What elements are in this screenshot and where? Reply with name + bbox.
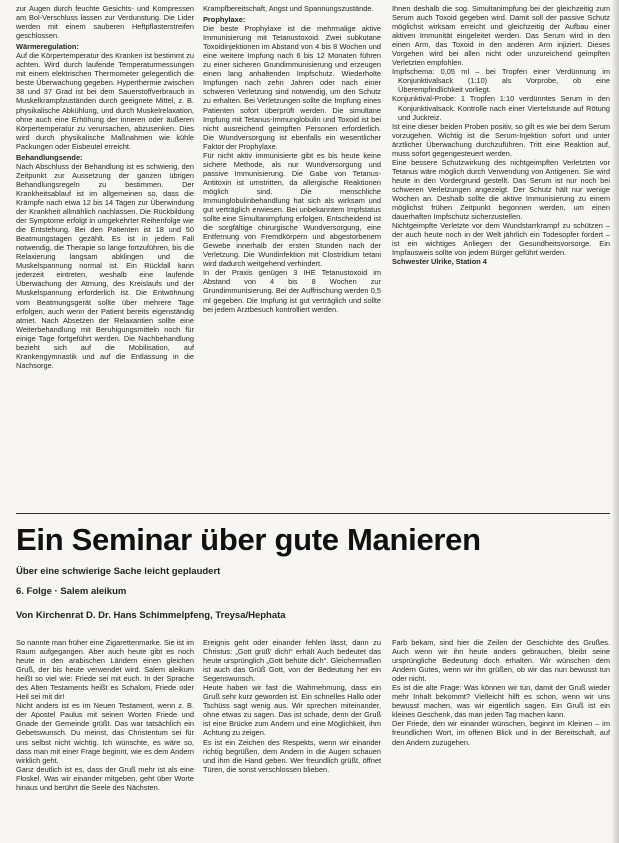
paragraph: Krampfbereitschaft, Angst und Spannungszustände. <box>203 4 374 13</box>
paragraph: Der Friede, den wir einander wünschen, beginnt im Kleinen – im freundlichen Wort, im offenen Blick und in der Bereitschaft, auf den Andern zuzugehen. <box>392 719 610 747</box>
paragraph: Nichtgeimpfte Verletzte vor dem Wundstarrkrampf zu schützen – der auch heute noch in der Welt jährlich ein Todesopfer fordert – ist ein wichtiges Anliegen der Gesundheitsvorsorge. Ein Impfausweis sollte von jedem Bürger geführt werden. <box>392 221 610 258</box>
paragraph: Konjunktival-Probe: 1 Tropfen 1:10 verdünntes Serum in den Konjunktivalsack. Kontrolle nach einer Viertelstunde auf Rötung und Juckreiz. <box>392 94 610 122</box>
paragraph: Die beste Prophylaxe ist die mehrmalige aktive Immunisierung mit Tetanustoxoid. Zwei subkutane Toxoidinjektionen im Abstand von 4 bis 8 Wochen und eine weitere Impfung nach 6 bis 12 Monaten führen zu einer sicheren Grundimmunisierung und erzeugen einen lang anhaltenden Impfschutz. Wiederholte Impfungen nach zehn Jahren oder nach einer schweren Verletzung sind notwendig, um den Schutz zu erhalten. Bei Verletzungen sollte die Impfung eines Patienten sofort überprüft werden. Die simultane Impfung mit Tetanus-Immunglobulin und Toxoid ist bei nicht ausreichend geimpften Personen erforderlich. Die Wundversorgung ist ebenfalls ein wesentlicher Faktor der Prophylaxe. <box>203 24 381 151</box>
paragraph: Es ist ein Zeichen des Respekts, wenn wir einander richtig begrüßen, dem Andern in die Augen schauen und ihm die Hand geben. Wer freundlich grüßt, öffnet Türen, die sonst verschlossen blieben. <box>203 737 381 774</box>
article-column-top-middle <box>203 4 381 502</box>
article-column-bottom-middle <box>203 638 381 838</box>
paragraph: Ereignis geht oder einander fehlen lässt, dann zu Christus: „Gott grüß' dich!“ erhält Auch bedeutet das heute ursprünglich „Gott behüte dich“. Gleichermaßen ist auch das Grüß Gott, von der Bedeutung her ein Segenswunsch. <box>203 638 381 684</box>
paragraph: Nicht anders ist es im Neuen Testament, wenn z. B. der Apostel Paulus mit seinen Worten Friede und Gnade der Gemeinde grüßt. Das war tatsächlich ein Gebetswunsch. Du meinst, das Christentum sei für uns selbst nicht wichtig. Ich wünschte, es wäre so, dass man mit einer Frage beginnt, wie es dem Andern wirklich geht. <box>16 701 194 765</box>
article-author: Von Kirchenrat D. Dr. Hans Schimmelpfeng, Treysa/Hephata <box>16 610 286 621</box>
article-title: Ein Seminar über gute Manieren <box>16 522 481 557</box>
paragraph: Heute haben wir fast die Wahrnehmung, dass ein Gruß sehr kurz geworden ist. Ein schnelles Hallo oder Tschüss sagt wenig aus. Wir sprechen miteinander, ohne etwas zu sagen. Das ist schade, denn der Gruß ist eine Brücke zum Andern und eine Möglichkeit, ihm Achtung zu zeigen. <box>203 683 381 738</box>
paragraph: Eine bessere Schutzwirkung des nichtgeimpften Verletzten vor Tetanus wäre möglich durch Verwendung von Antigenen. Sie wird heute in den Vordergrund gestellt. Das Serum ist nur noch bei schweren Verletzungen angezeigt. Der Schutz hält nur wenige Wochen an. Deshalb sollte die aktive Immunisierung zu einem möglichst frühen Zeitpunkt begonnen werden, um einen dauerhaften Impfschutz sicherzustellen. <box>392 157 610 222</box>
paragraph: Für nicht aktiv immunisierte gibt es bis heute keine sichere Methode, als nur Wundversorgung und passive Immunisierung. Die Gabe von Tetanus-Antitoxin ist umstritten, da allergische Reaktionen möglich sind. Die menschliche Immunglobulinbehandlung hat sich als wirksam und gut verträglich erwiesen. Bei unbekanntem Impfstatus sollte eine Simultanimpfung erfolgen. Entscheidend ist die sorgfältige chirurgische Wundversorgung, eine Entfernung von Fremdkörpern und abgestorbenem Gewebe innerhalb der ersten Stunden nach der Verletzung. Die Wundinfektion mit Clostridium tetani wird dadurch weitgehend verhindert. <box>203 150 381 269</box>
article-column-top-right <box>392 4 610 502</box>
paragraph: Auf die Körpertemperatur des Kranken ist bestimmt zu achten. Wird durch laufende Temperaturmessungen mit einem elektrischen Thermometer gelegentlich die beste Überwachung gegeben. Hyperthermie zwischen 38 und 37 Grad ist bei dem Sauerstoffverbrauch in Muskelkrampfzuständen durch geeignete Mittel, z. B. physikalische Abkühlung, und durch Muskelrelaxation, ohne auch eine Erhöhung der inneren oder äußeren Körpertemperatur zu verursachen, abzusenken. Dies wird durch physikalische Maßnahmen wie kühle Packungen oder Eisbeutel erreicht. <box>16 51 194 151</box>
paragraph: Es ist die alte Frage: Was können wir tun, damit der Gruß wieder mehr Inhalt bekommt? Vielleicht hilft es schon, wenn wir uns bewusst machen, was wir eigentlich sagen. Ein Gruß ist ein kleines Geschenk, das man jeden Tag machen kann. <box>392 683 610 720</box>
paragraph: Impfschema: 0,05 ml – bei Tropfen einer Verdünnung im Konjunktivalsack (1:10) als Vorprobe, ob eine Überempfindlichkeit vorliegt. <box>392 67 610 95</box>
section-divider <box>16 513 610 514</box>
article-series-label: 6. Folge · Salem aleikum <box>16 586 127 597</box>
signature: Schwester Ulrike, Station 4 <box>392 257 487 267</box>
paragraph: Nach Abschluss der Behandlung ist es schwierig, den Zeitpunkt zur Aussetzung der ganzen übrigen Behandlungsregeln zu bestimmen. Der Krankheitsablauf ist im allgemeinen so, dass die Krämpfe nach etwa 12 bis 14 Tagen zur Überwindung der Krankheit allmählich nachlassen. Die Rückbildung der Symptome erfolgt in umgekehrter Reihenfolge wie die Entstehung. Bei den Patienten ist 18 und 50 Beatmungstagen gezählt. Es ist in jedem Fall notwendig, die Therapie so lange fortzuführen, bis die Relaxierung langsam abklingen und die Muskelspannung normal ist. Ein Rückfall kann jederzeit eintreten, weshalb eine laufende Überwachung der Atmung, des Kreislaufs und der Muskelspannung erforderlich ist. Die Entwöhnung vom Beatmungsgerät sollte über mehrere Tage erfolgen, auch wenn der Patient bereits eigenständig atmet. Nach Absetzen der Relaxantien sollte eine Weiterbehandlung mit Beruhigungsmitteln noch für einige Tage fortgeführt werden. Die Nachbehandlung bezieht sich auf die Mobilisation, auf Krankengymnastik und auf die Entlassung in die Nachsorge. <box>16 161 194 370</box>
paragraph: So nannte man früher eine Zigarettenmarke. Sie ist im Raum aufgegangen. Aber auch heute gibt es noch heute in den arabischen Ländern einen gleichen Gruß, der bis heute verwendet wird. Salem aleikum heißt so viel wie: Friede sei mit euch. In der Sprache des Alten Testaments heißt es Schalom, Friede oder Heil sei mit dir! <box>16 638 194 702</box>
section-heading: Wärmeregulation: <box>16 42 79 52</box>
paragraph: Ihnen deshalb die sog. Simultanimpfung bei der gleichzeitig zum Serum auch Toxoid gegeben wird. Damit soll der passive Schutz möglichst wirksam erreicht und gleichzeitig der Aufbau einer aktiven Immunität eingeleitet werden. Das Serum wird in den einen Arm, das Toxoid in den anderen Arm injiziert. Dieses Vorgehen wird bei allen nicht oder unzureichend geimpften Verletzten empfohlen. <box>392 4 610 68</box>
article-column-bottom-left <box>16 638 194 838</box>
paragraph: In der Praxis genügen 3 IHE Tetanustoxoid im Abstand von 4 bis 8 Wochen zur Grundimmunisierung. Bei der Auffrischung werden 0,5 ml gegeben. Die Impfung ist gut verträglich und sollte bei jedem Arztbesuch kontrolliert werden. <box>203 268 381 314</box>
paragraph: Ganz deutlich ist es, dass der Gruß mehr ist als eine Floskel. Was wir einander mitgeben, geht über Worte hinaus und berührt die Seele des Nächsten. <box>16 764 194 792</box>
article-subtitle: Über eine schwierige Sache leicht geplaudert <box>16 566 221 577</box>
article-column-top-left <box>16 4 194 502</box>
page-edge-shadow <box>611 0 619 843</box>
section-heading: Prophylaxe: <box>203 15 246 25</box>
section-heading: Behandlungsende: <box>16 152 83 162</box>
article-column-bottom-right <box>392 638 610 838</box>
paragraph: Farb bekam, sind hier die Zeilen der Geschichte des Grußes. Auch wenn wir ihn heute anders gebrauchen, bleibt seine ursprüngliche Bedeutung doch erhalten. Wir wünschen dem Andern Gutes, wenn wir ihn grüßen, ob wir das nun bewusst tun oder nicht. <box>392 638 610 684</box>
paragraph: zur Augen durch feuchte Gesichts- und Kompressen am Bol-Verschluss lassen zur Verdunstung. Die Lider werden mit einem sauberen Heftpflasterstreifen geschlossen. <box>16 4 194 41</box>
paragraph: Ist eine dieser beiden Proben positiv, so gilt es wie bei dem Serum vorzugehen. Wichtig ist die Serum-Injektion sofort und unter ärztlicher Überwachung durchzuführen. Tritt eine Reaktion auf, muss sofort gegengesteuert werden. <box>392 121 610 158</box>
